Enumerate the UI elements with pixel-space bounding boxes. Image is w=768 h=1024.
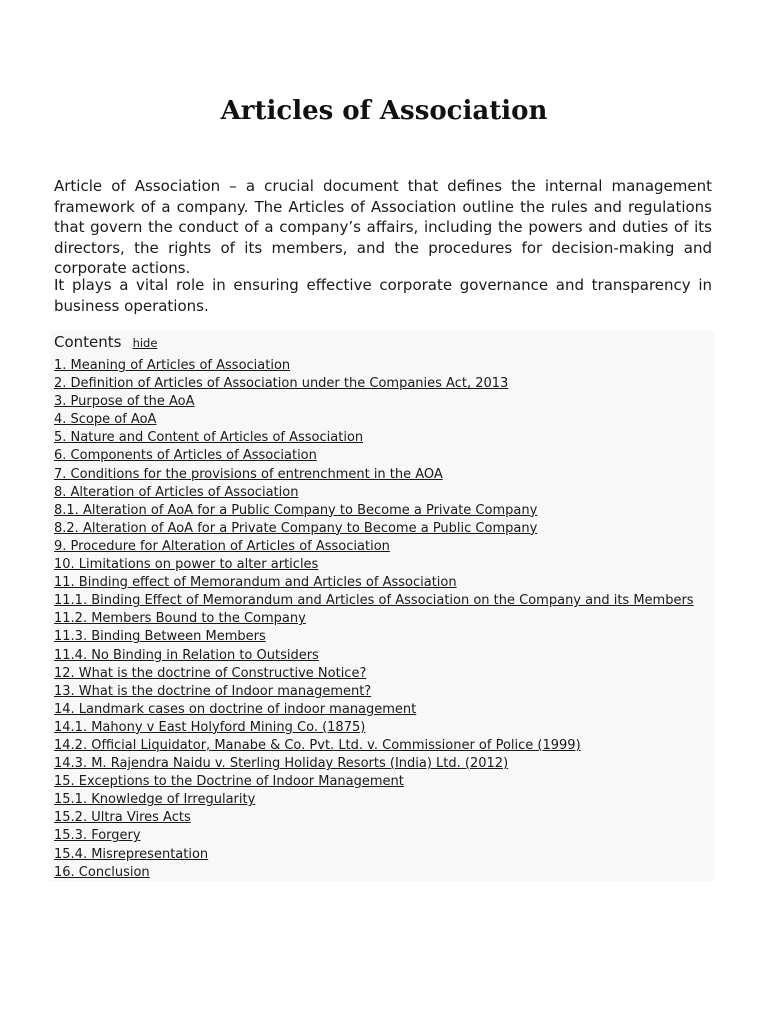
toc-link[interactable]: 15.4. Misrepresentation — [54, 846, 209, 862]
toc-item — [54, 484, 694, 502]
toc-link[interactable]: 14.2. Official Liquidator, Manabe & Co. Pvt. Ltd. v. Commissioner of Police (1999) — [54, 737, 581, 753]
toc-item — [54, 864, 694, 882]
toc-item — [54, 773, 694, 791]
toc-link[interactable]: 14.1. Mahony v East Holyford Mining Co. (1875) — [54, 719, 366, 735]
toc-link[interactable]: 15.2. Ultra Vires Acts — [54, 810, 191, 826]
toc-item — [54, 647, 694, 665]
toc-link[interactable]: 10. Limitations on power to alter articles — [54, 557, 319, 573]
toc-link[interactable]: 8.2. Alteration of AoA for a Private Company to Become a Public Company — [54, 520, 538, 536]
toc-item — [54, 701, 694, 719]
toc-link[interactable]: 11.2. Members Bound to the Company — [54, 611, 306, 627]
toc-item — [54, 466, 694, 484]
toc-link[interactable]: 15. Exceptions to the Doctrine of Indoor Management — [54, 774, 404, 790]
toc-item — [54, 809, 694, 827]
toc-list — [54, 357, 694, 882]
toc-item — [54, 520, 694, 538]
toc-link[interactable]: 12. What is the doctrine of Constructive Notice? — [54, 665, 367, 681]
toc-item — [54, 574, 694, 592]
toc-item — [54, 827, 694, 845]
toc-link[interactable]: 14.3. M. Rajendra Naidu v. Sterling Holiday Resorts (India) Ltd. (2012) — [54, 756, 509, 772]
toc-link[interactable]: 11.4. No Binding in Relation to Outsiders — [54, 647, 319, 663]
intro-paragraph: Article of Association – a crucial document that defines the internal management framework of a company. The Articles of Association outline the rules and regulations that govern the conduct of a company’s affairs, including the powers and duties of its directors, the rights of its members, and the procedures for decision-making and corporate actions. — [54, 177, 712, 277]
toc-link[interactable]: 15.3. Forgery — [54, 828, 141, 844]
toc-item — [54, 411, 694, 429]
toc-item — [54, 665, 694, 683]
toc-item — [54, 393, 694, 411]
toc-link[interactable]: 5. Nature and Content of Articles of Association — [54, 430, 364, 446]
toc-link[interactable]: 1. Meaning of Articles of Association — [54, 358, 291, 373]
toc-item — [54, 683, 694, 701]
toc-item — [54, 592, 694, 610]
toc-item — [54, 791, 694, 809]
toc-item — [54, 429, 694, 447]
toc-link[interactable]: 8.1. Alteration of AoA for a Public Company to Become a Private Company — [54, 502, 538, 518]
toc-link[interactable]: 11. Binding effect of Memorandum and Articles of Association — [54, 575, 457, 591]
toc-item — [54, 737, 694, 755]
toc-item — [54, 502, 694, 520]
toc-link[interactable]: 16. Conclusion — [54, 864, 150, 880]
toc-item — [54, 375, 694, 393]
toc-hide-toggle[interactable]: hide — [132, 336, 158, 350]
toc-item — [54, 846, 694, 864]
toc-link[interactable]: 9. Procedure for Alteration of Articles of Association — [54, 538, 390, 554]
toc-link[interactable]: 11.3. Binding Between Members — [54, 629, 266, 645]
toc-link[interactable]: 6. Components of Articles of Association — [54, 448, 317, 464]
toc-link[interactable]: 11.1. Binding Effect of Memorandum and Articles of Association on the Company and its Members — [54, 593, 694, 609]
toc-item — [54, 628, 694, 646]
governance-paragraph: It plays a vital role in ensuring effective corporate governance and transparency in business operations. — [54, 276, 712, 315]
toc-link[interactable]: 14. Landmark cases on doctrine of indoor management — [54, 701, 417, 717]
toc-link[interactable]: 15.1. Knowledge of Irregularity — [54, 792, 256, 808]
toc-item — [54, 719, 694, 737]
toc-item — [54, 447, 694, 465]
toc-link[interactable]: 7. Conditions for the provisions of entrenchment in the AOA — [54, 466, 443, 482]
toc-item — [54, 357, 694, 375]
toc-link[interactable]: 13. What is the doctrine of Indoor management? — [54, 683, 372, 699]
toc-item — [54, 610, 694, 628]
toc-link[interactable]: 3. Purpose of the AoA — [54, 394, 195, 410]
toc-title: Contents — [54, 333, 122, 351]
toc-link[interactable]: 4. Scope of AoA — [54, 412, 157, 428]
toc-item — [54, 755, 694, 773]
toc-link[interactable]: 2. Definition of Articles of Association under the Companies Act, 2013 — [54, 376, 509, 392]
toc-item — [54, 538, 694, 556]
toc-link[interactable]: 8. Alteration of Articles of Association — [54, 484, 299, 500]
page-title: Articles of Association — [220, 96, 548, 126]
toc-header — [54, 332, 157, 352]
toc-item — [54, 556, 694, 574]
table-of-contents — [50, 331, 714, 881]
